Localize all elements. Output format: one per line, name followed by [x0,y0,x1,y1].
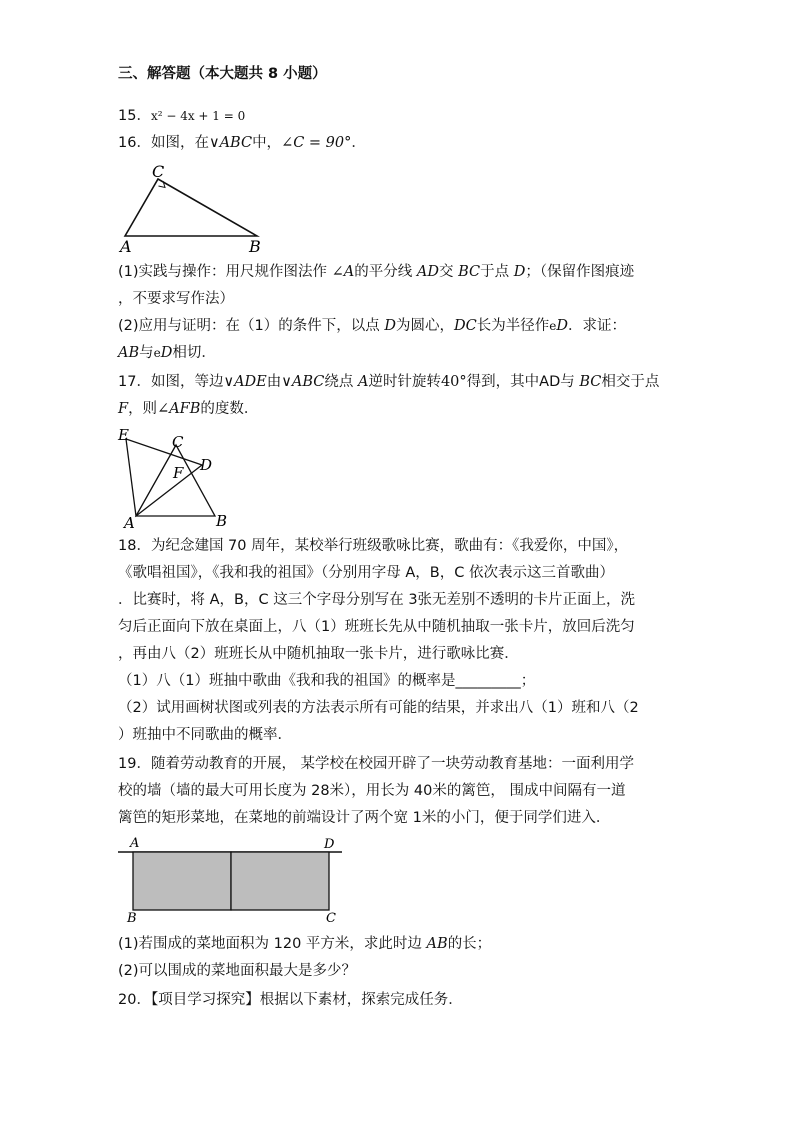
triangle-abc-figure [112,158,272,254]
triangle-ade [126,439,202,516]
question-18-line2: 《歌唱祖国》，《我和我的祖国》（分别用字母 A，B，C 依次表示这三首歌曲） [118,565,614,581]
text: 长为半径作 [476,318,550,334]
label-c: C [152,162,165,181]
math: AB [426,936,448,952]
question-17-stem-cont [118,399,258,419]
math: ∠AFB [157,401,201,417]
text: 中， [252,135,282,151]
question-20: 20．【项目学习探究】根据以下素材，探索完成任务． [118,992,463,1008]
text: (2)应用与证明：在（1）的条件下，以点 [118,318,385,334]
text: 为圆心， [396,318,455,334]
garden-plot-figure [116,834,346,926]
math-triangle: ∨ABC [208,135,253,151]
text: 交 [439,264,459,280]
label-a: A [124,514,135,532]
question-number: 16． [118,135,151,151]
math: ∨ADE [223,374,267,390]
question-18-line1: 18．为纪念建国 70 周年，某校举行班级歌咏比赛，歌曲有：《我爱你，中国》， [118,538,629,554]
label-b: B [249,237,261,254]
text: ．求证： [568,318,626,334]
question-18-part1: （1）八（1）班抽中歌曲《我和我的祖国》的概率是_________； [118,673,536,689]
label-c: C [172,433,184,451]
math: ∨ABC [281,374,325,390]
circle-symbol: e [549,319,557,333]
text: 得到，其中 [466,374,540,390]
text: 相交于点 [601,374,660,390]
question-19-part1 [118,934,491,954]
label-b: B [127,911,137,926]
question-18-line5: ，再由八（2）班班长从中随机抽取一张卡片，进行歌咏比赛． [118,646,519,662]
text: (1)实践与操作：用尺规作图法作 [118,264,332,280]
question-18-line3: ．比赛时，将 A，B，C 这三个字母分别写在 3张无差别不透明的卡片正面上，洗 [118,592,636,608]
text: ． [351,135,366,151]
section-heading: 三、解答题（本大题共 8 小题） [118,66,327,82]
math-angle: ∠C = 90° [281,135,352,151]
label-a: A [120,237,132,254]
text: 与 [560,374,580,390]
question-16-part2-cont [118,343,216,363]
math: D [160,345,173,361]
label-d: D [200,456,213,474]
question-19-line1: 19．随着劳动教育的开展， 某学校在校园开辟了一块劳动教育基地：一面利用学 [118,756,635,772]
question-number: 15． [118,108,151,124]
question-17-stem [118,372,659,392]
label-b: B [216,512,228,530]
math: F [118,401,129,417]
question-number: 17． [118,374,151,390]
text: ；（保留作图痕迹 [525,264,635,280]
question-16-part2 [118,316,626,336]
equation: x² − 4x + 1 = 0 [150,109,246,123]
math: 40° [440,374,467,390]
text: 相切． [172,345,216,361]
math: D [556,318,568,334]
text: 如图，等边 [150,374,224,390]
question-18-part2: （2）试用画树状图或列表的方法表示所有可能的结果，并求出八（1）班和八（2 [118,700,639,716]
circle-symbol: e [153,346,161,360]
math: DC [454,318,477,334]
segment-ac [136,445,176,516]
math: D [384,318,397,334]
math: AD [539,374,561,390]
text: 与 [139,345,154,361]
question-19-part2: (2)可以围成的菜地面积最大是多少？ [118,963,357,979]
label-e: E [118,426,129,444]
question-16-stem [118,133,366,153]
math: ∠A [331,264,355,280]
text: 于点 [480,264,514,280]
label-f: F [173,464,184,482]
math: BC [458,264,481,280]
text: 绕点 [324,374,358,390]
text: ，则 [128,401,158,417]
text: 的长； [447,936,492,952]
question-15 [118,106,245,126]
text: 的平分线 [354,264,417,280]
math: AB [118,345,140,361]
rotation-triangles-figure [112,422,242,532]
text: (1)若围成的菜地面积为 120 平方米，求此时边 [118,936,427,952]
label-d: D [324,837,335,852]
question-16-part1-cont: ，不要求写作法） [118,291,234,307]
text: 由 [266,374,282,390]
math: BC [579,374,602,390]
plot-left [133,852,231,910]
question-18-part2-cont: ）班抽中不同歌曲的概率． [118,727,292,743]
text: 的度数． [200,401,259,417]
triangle-outline [125,179,257,236]
question-19-line3: 篱笆的矩形菜地，在菜地的前端设计了两个宽 1米的小门，便于同学们进入． [118,810,611,826]
plot-right [231,852,329,910]
text: 如图，在 [150,135,209,151]
question-19-line2: 校的墙（墙的最大可用长度为 28米），用长为 40米的篱笆， 围成中间隔有一道 [118,783,626,799]
question-16-part1 [118,262,634,282]
math: A [357,374,369,390]
label-c: C [326,911,336,926]
text: 逆时针旋转 [368,374,441,390]
label-a: A [130,836,140,851]
question-18-line4: 匀后正面向下放在桌面上，八（1）班班长先从中随机抽取一张卡片，放回后洗匀 [118,619,635,635]
math: AD [416,264,439,280]
math: D [513,264,526,280]
